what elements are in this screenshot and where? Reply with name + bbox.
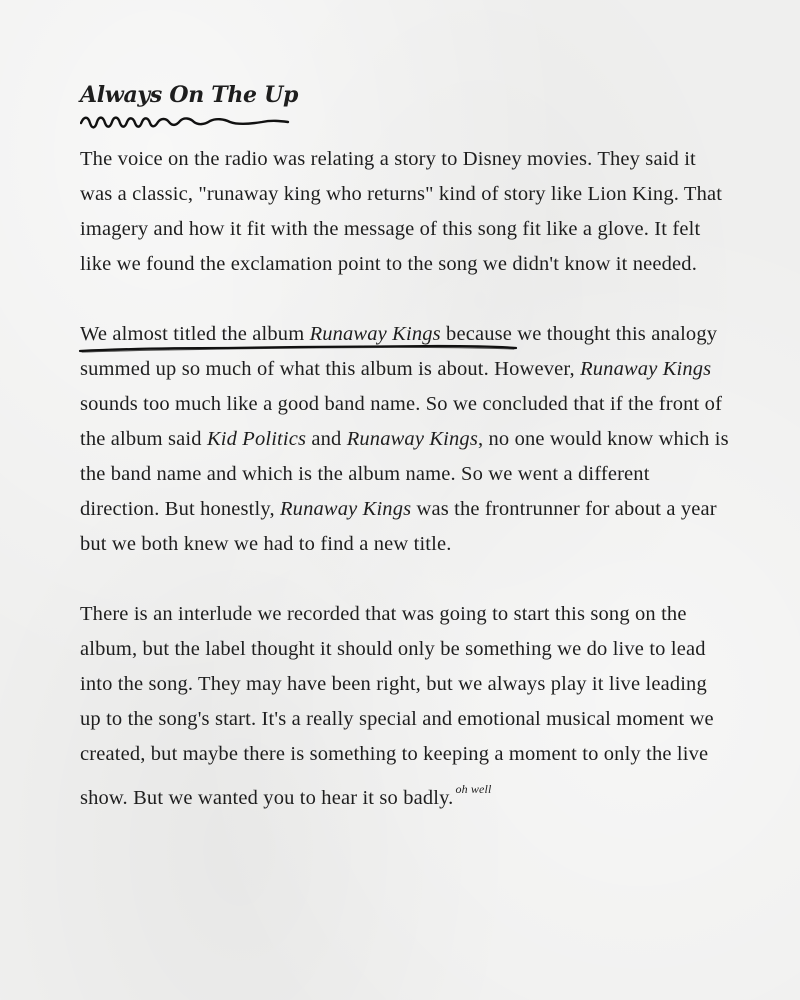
paragraph-text: because we thought this analogy summed up so much of what this album is about. However, [80,323,718,380]
aside-note: oh well [455,782,492,796]
paragraph-interlude [80,597,730,816]
album-title-runaway-kings: Runaway Kings [309,323,441,345]
paragraph-text: There is an interlude we recorded that was going to start this song on the album, but the label thought it should only be something we do live to lead into the song. They may have been right, but we always play it live leading up to the song's start. It's a really special and emotional musical moment we created, but maybe there is something to keeping a moment to only the live show. But we wanted you to hear it so badly. [80,603,714,809]
paragraph-text: We almost titled the album [80,323,310,345]
band-name-kid-politics: Kid Politics [206,428,307,450]
album-title-runaway-kings: Runaway Kings [346,428,478,450]
paragraph-text: was the frontrunner for about a year but we both knew we had to find a new title. [80,498,717,555]
album-title-runaway-kings: Runaway Kings [280,498,412,520]
squiggle-underline-icon [80,114,290,130]
page-title: Always On The Up [80,82,299,108]
paragraph-text: , no one would know which is the band name and which is the album name. So we went a different direction. But honestly, [80,428,729,520]
paragraph-album-title [80,317,730,562]
album-title-runaway-kings: Runaway Kings [580,358,712,380]
document-page [80,80,730,816]
paragraph-radio-story: The voice on the radio was relating a story to Disney movies. They said it was a classic, "runaway king who returns" kind of story like Lion King. That imagery and how it fit with the message of this song fit like a glove. It felt like we found the exclamation point to the song we didn't know it needed. [80,148,723,275]
paragraph-text: and [306,428,347,450]
paragraph-text: sounds too much like a good band name. So we concluded that if the front of the album said [80,393,723,450]
